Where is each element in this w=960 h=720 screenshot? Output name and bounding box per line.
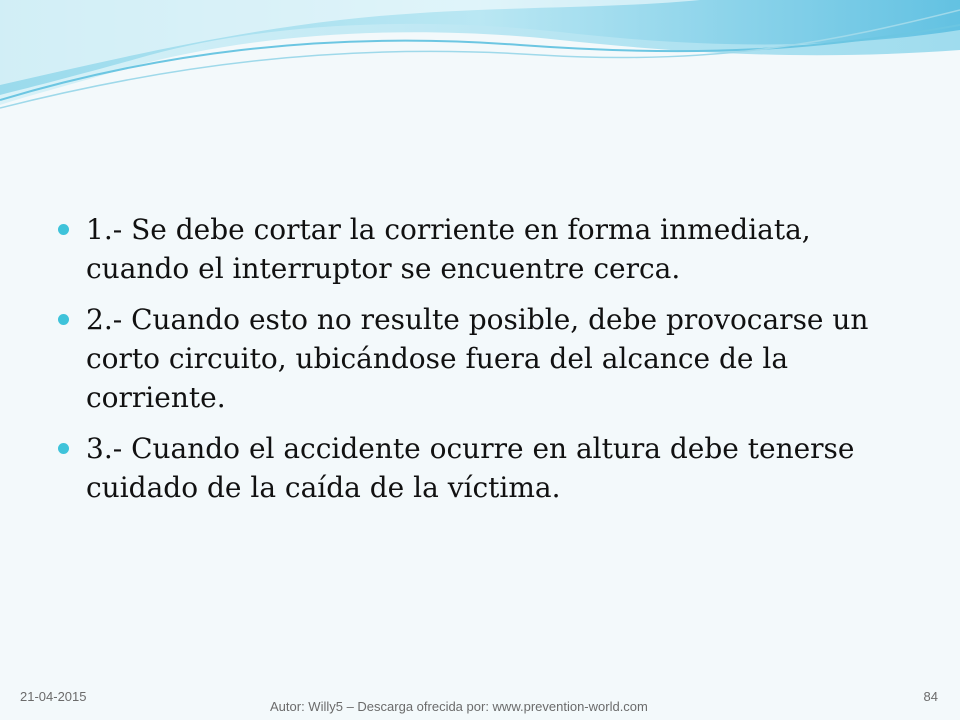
page-number: 84 [923, 689, 938, 704]
bullet-text: 3.- Cuando el accidente ocurre en altura debe tenerse cuidado de la caída de la víctima. [86, 432, 855, 504]
footer-author: Autor: Willy5 – Descarga ofrecida por: www.prevention-world.com [270, 699, 648, 714]
bullet-dot-icon [58, 314, 69, 325]
header-wave-decoration [0, 0, 960, 130]
bullet-list [58, 210, 918, 519]
bullet-item [58, 429, 918, 507]
bullet-text: 1.- Se debe cortar la corriente en forma inmediata, cuando el interruptor se encuentre cerca. [86, 213, 811, 285]
bullet-dot-icon [58, 443, 69, 454]
bullet-dot-icon [58, 224, 69, 235]
bullet-item [58, 210, 918, 288]
footer-date: 21-04-2015 [20, 689, 87, 704]
bullet-item [58, 300, 918, 417]
bullet-text: 2.- Cuando esto no resulte posible, debe provocarse un corto circuito, ubicándose fuera del alcance de la corriente. [86, 303, 869, 414]
